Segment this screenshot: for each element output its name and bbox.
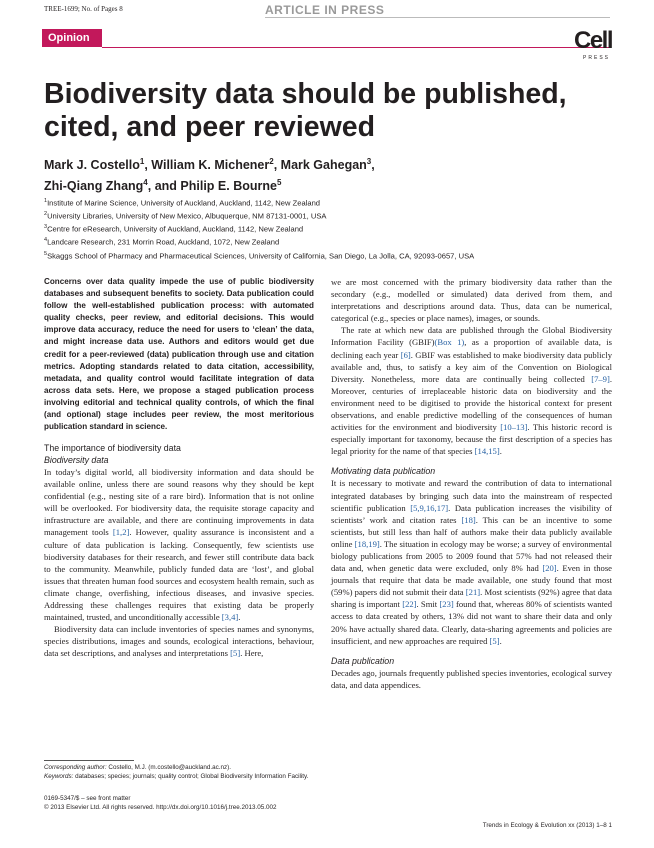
article-title: Biodiversity data should be published, cited, and peer reviewed	[44, 78, 567, 143]
paragraph: It is necessary to motivate and reward the contribution of data to international integrated databases by bringing such data into the mainstream of respected scientific publication [5,9,16,17]. Data publication increases the visibility of scientists’ work and citation rates [18]. This can be an incentive to some scientists, but still less than half of authors make their data publicly available online [18,19]. The situation in ecology may be worse; a survey of environmental biology publications from 2005 to 2009 found that 57% had not released their data and, when genetic data were excluded, only 8% had [20]. Even in those journals that require that data be made available, one study found that most (59%) papers did not submit their data [21]. Most scientists (92%) agree that data sharing is important [22]. Smit [23] found that, whereas 80% of scientists wanted access to data created by others, 13% did not want to share their data and only 20% have actually shared data. Clearly, data-sharing agreements and policies are insufficient, and new approaches are required [5].	[331, 478, 613, 646]
running-header	[0, 0, 654, 20]
subsection-heading: Motivating data publication	[331, 466, 436, 477]
author: Philip E. Bourne$^5$	[180, 178, 282, 194]
issn-block	[44, 795, 344, 812]
paragraph: Biodiversity data can include inventories of species names and synonyms, species distributions, images and sounds, ecological interactions, behaviour, data set descriptions, and analyses and interpretations [5]. Here,	[44, 624, 314, 659]
paragraph: Decades ago, journals frequently published species inventories, ecological survey data, and data appendices.	[331, 667, 612, 690]
author: Mark J. Costello$^1$,	[44, 157, 152, 173]
section-tag-rule	[102, 47, 610, 48]
paragraph: we are most concerned with the primary biodiversity data rather than the secondary (e.g., modelled or simulated) data derived from them, and interpretations and descriptions around data. Thus, data can be numerical, categorical (e.g., species or place names), images, or sounds.	[331, 277, 612, 324]
cell-press-logo	[560, 28, 612, 68]
citation-link[interactable]: [18,19]	[354, 538, 380, 549]
section-tag: Opinion	[42, 29, 102, 47]
cell-logo-word: Cell	[573, 27, 612, 54]
affiliation: $^3$Centre for eResearch, University of Auckland, Auckland, 1142, New Zealand	[44, 224, 304, 234]
author: William K. Michener$^2$,	[151, 157, 281, 173]
citation-link[interactable]: [1,2]	[112, 527, 130, 538]
citation-link[interactable]: [23]	[439, 599, 454, 610]
subsection-heading: Data publication	[331, 655, 395, 666]
citation-link[interactable]: [5]	[489, 635, 500, 646]
citation-link[interactable]: [22]	[402, 599, 417, 610]
box-link[interactable]: (Box 1)	[434, 337, 465, 348]
author: Zhi-Qiang Zhang$^4$, and	[44, 178, 181, 194]
copyright-doi[interactable]: © 2013 Elsevier Ltd. All rights reserved. http://dx.doi.org/10.1016/j.tree.2013.05.002	[44, 803, 277, 811]
footnote-rule	[44, 760, 134, 761]
citation-link[interactable]: [6]	[400, 349, 411, 360]
affiliation: $^2$University Libraries, University of New Mexico, Albuquerque, NM 87131-0001, USA	[44, 211, 327, 221]
paragraph: In today’s digital world, all biodiversity information and data should be available online, unless there are sound reasons why they should be kept confidential (e.g., nesting site of a rare bird). Information that is not online will be overlooked. For biodiversity data, the requisite storage capacity and infrastructure are available, and there are continuing improvements in data management tools [1,2]. However, quality assurance is inconsistent and a culture of data publication is lacking. Consequently, few scientists use biodiversity databases for their research, and fewer still contribute data back to the community. Meanwhile, publicly funded data are ‘lost’, and global issues that threaten human food sources and ecosystem health remain, such as climate change, overfishing, infectious diseases, and invasive species. Addressing these challenges requires that existing data be properly maintained, trusted, and unconditionally accessible [3,4].	[44, 467, 314, 623]
article-in-press-banner: ARTICLE IN PRESS	[265, 3, 385, 17]
citation-link[interactable]: [18]	[461, 514, 476, 525]
header-rule	[265, 17, 610, 18]
author-list	[44, 153, 614, 195]
citation-link[interactable]: [5,9,16,17]	[410, 502, 449, 513]
citation-link[interactable]: [10–13]	[500, 422, 528, 433]
affiliation: $^4$Landcare Research, 231 Morrin Road, Auckland, 1072, New Zealand	[44, 237, 280, 247]
citation-link[interactable]: [7–9]	[591, 373, 610, 384]
cell-logo-press: PRESS	[583, 55, 610, 61]
citation-link[interactable]: [14,15]	[474, 446, 500, 457]
body-column-left	[44, 442, 314, 660]
affiliation: $^5$Skaggs School of Pharmacy and Pharmaceutical Sciences, University of California, San Diego, La Jolla, CA, 92093-0657, USA	[44, 250, 475, 261]
corresponding-author: Corresponding author: Costello, M.J. (m.costello@auckland.ac.nz).	[44, 764, 231, 771]
citation-link[interactable]: [20]	[542, 563, 557, 574]
issn: 0169-5347/$ – see front matter	[44, 795, 131, 802]
abstract: Concerns over data quality impede the use of public biodiversity databases and subsequent benefits to society. Data publication could follow the well-established publication process: with automated quality checks, peer review, and editorial decisions. This would improve data accuracy, reduce the need for users to ‘clean’ the data, and might increase data use. Authors and editors would get due credit for a peer-reviewed (data) publication through use and citation metrics. Adopting standards related to data citation, accessibility, metadata, and quality control would facilitate integration of data across data sets. Here, we propose a staged publication process involving editorial and technical quality controls, of which the final (and optional) stage includes peer review, the most meritorious publication standard in science.	[44, 277, 314, 432]
citation-link[interactable]: [5]	[230, 648, 241, 659]
spacer	[331, 457, 612, 465]
keywords: Keywords: databases; species; journals; quality control; Global Biodiversity Information Facility.	[44, 772, 309, 780]
affiliation: $^1$Institute of Marine Science, University of Auckland, Auckland, 1142, New Zealand	[44, 198, 321, 208]
journal-footer: Trends in Ecology & Evolution xx (2013) 1–8 1	[482, 822, 612, 829]
spacer	[331, 647, 612, 655]
affiliation-list	[44, 196, 624, 262]
author: Mark Gahegan$^3$,	[280, 157, 375, 173]
section-heading: The importance of biodiversity data	[44, 443, 181, 453]
paragraph: The rate at which new data are published through the Global Biodiversity Information Facility (GBIF)(Box 1), as a proportion of available data, is declining each year [6]. GBIF was established to make biodiversity data publicly available and, thus, to satisfy a key aim of the Convention on Biological Diversity. Nonetheless, more data are continually being collected [7–9]. Moreover, centuries of irreplaceable historic data on biodiversity and the environment need to be digitised to provide the historical context for present observations, and enable predictive modelling of the consequences of human activities for the environment and biodiversity [10–13]. This historic record is especially important for taxonomy, because the first description of a species has legal priority for the name of that species [14,15].	[331, 325, 613, 457]
footnote	[44, 764, 319, 781]
citation-link[interactable]: [3,4]	[221, 612, 239, 623]
subsection-heading: Biodiversity data	[44, 455, 109, 465]
body-column-right	[331, 276, 612, 691]
article-reference: TREE-1699; No. of Pages 8	[44, 5, 123, 13]
citation-link[interactable]: [21]	[465, 587, 481, 598]
